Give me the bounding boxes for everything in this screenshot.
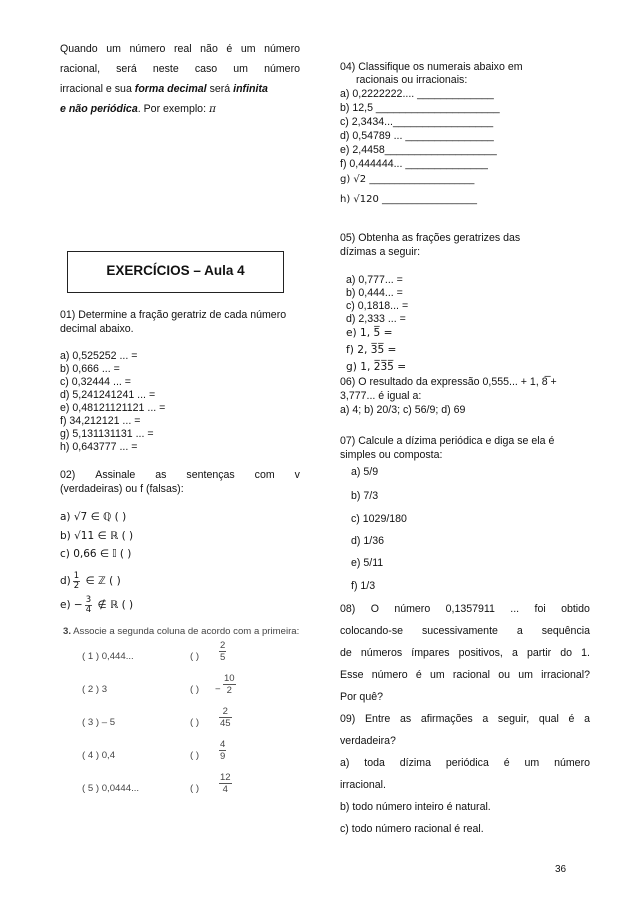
q05-item: g) 1, 2̅3̅5̅ = [346,361,407,373]
q05-item: c) 0,1818... = [346,300,409,312]
q03-title: 3. Associe a segunda coluna de acordo com a primeira: [63,626,300,637]
q03-answer-paren[interactable]: ( ) [190,717,200,728]
q08-line-3: de números ímpares positivos, a partir do 1. [340,647,590,659]
q01-line-2: decimal abaixo. [60,323,134,335]
q03-left-item: ( 4 ) 0,4 [82,750,116,761]
q03-answer-paren[interactable]: ( ) [190,651,200,662]
q08-line-4: Esse número é um racional ou um irracional? [340,669,590,681]
q04-item: d) 0,54789 ... _______________ [340,130,494,142]
q01-item: h) 0,643777 ... = [60,441,138,453]
q01-item: d) 5,241241241 ... = [60,389,156,401]
q07-line-2: simples ou composta: [340,449,443,461]
q04-line-1: 04) Classifique os numerais abaixo em [340,61,523,73]
q01-line-1: 01) Determine a fração geratriz de cada número [60,309,287,321]
q01-item: b) 0,666 ... = [60,363,120,375]
q01-item: f) 34,212121 ... = [60,415,141,427]
q02-item-a: a) √7 ∈ ℚ ( ) [60,511,127,523]
q05-line-2: dízimas a seguir: [340,246,421,258]
q03-left-item: ( 1 ) 0,444... [82,651,134,662]
q06-line-2: 3,777... é igual a: [340,390,422,402]
q04-item: a) 0,2222222.... _____________ [340,88,494,100]
q01-item: a) 0,525252 ... = [60,350,138,362]
q02-item-d: d) $\frac{1}{2}$ ∈ ℤ ( ) [60,571,121,591]
q02-item-e: e) − $\frac{3}{4}$ ∉ ℝ ( ) [60,595,134,615]
q02-item-c: c) 0,66 ∈ 𝕀 ( ) [60,548,132,560]
q03-left-item: ( 2 ) 3 [82,684,108,695]
page-number: 36 [555,864,567,875]
q07-item: a) 5/9 [351,466,379,478]
q06-options: a) 4; b) 20/3; c) 56/9; d) 69 [340,404,466,416]
q02-d-fraction: $\frac{1}{2}$ [73,571,80,591]
intro-line-1: Quando um número real não é um número [60,43,300,55]
q05-item: a) 0,777... = [346,274,403,286]
q02-line-1: 02) Assinale as sentenças com v [60,469,300,481]
q07-line-1: 07) Calcule a dízima periódica e diga se ela é [340,435,555,447]
q02-line-2: (verdadeiras) ou f (falsas): [60,483,184,495]
q09-option-c: c) todo número racional é real. [340,823,484,835]
q08-line-5: Por quê? [340,691,383,703]
q04-item: h) √120 ___________________ [340,194,478,205]
q01-item: c) 0,32444 ... = [60,376,131,388]
q09-line-2: verdadeira? [340,735,396,747]
q03-minus-sign: − [215,684,221,695]
intro-line-3: irracional e sua forma decimal será infinita [60,83,268,95]
q03-fraction: $\frac{2}{45}$ [220,706,231,729]
q09-option-a-cont: irracional. [340,779,386,791]
q02-item-b: b) √11 ∈ ℝ ( ) [60,530,134,542]
q09-option-b: b) todo número inteiro é natural. [340,801,491,813]
q02-e-fraction: $\frac{3}{4}$ [85,595,92,615]
q03-answer-paren[interactable]: ( ) [190,783,200,794]
q05-item: b) 0,444... = [346,287,403,299]
q04-item: c) 2,3434..._________________ [340,116,494,128]
q03-left-item: ( 5 ) 0,0444... [82,783,140,794]
q05-line-1: 05) Obtenha as frações geratrizes das [340,232,521,244]
q07-item: e) 5/11 [351,557,384,569]
intro-line-4: e não periódica. Por exemplo: π [60,103,216,115]
q04-item: e) 2,4458___________________ [340,144,497,156]
q05-item: f) 2, 3̅5̅ = [346,344,397,356]
q07-item: c) 1029/180 [351,513,407,525]
q03-fraction: $\frac{2}{5}$ [220,640,226,663]
q01-item: e) 0,48121121121 ... = [60,402,166,414]
q03-fraction: $\frac{10}{2}$ [224,673,235,696]
q05-item: d) 2,333 ... = [346,313,406,325]
q04-item: b) 12,5 _____________________ [340,102,500,114]
q07-item: d) 1/36 [351,535,384,547]
q01-item: g) 5,131131131 ... = [60,428,154,440]
q07-item: f) 1/3 [351,580,376,592]
q09-line-1: 09) Entre as afirmações a seguir, qual é a [340,713,590,725]
q09-option-a: a) toda dízima periódica é um número [340,757,590,769]
exercises-title-box [67,251,284,293]
q04-item: f) 0,444444... ______________ [340,158,488,170]
q08-line-2: colocando-se sucessivamente a sequência [340,625,590,637]
q03-answer-paren[interactable]: ( ) [190,750,200,761]
q06-line-1: 06) O resultado da expressão 0,555... + 1, 8̅ + [340,376,557,388]
q05-item: e) 1, 5̅ = [346,327,393,339]
q03-fraction: $\frac{4}{9}$ [220,739,226,762]
q07-item: b) 7/3 [351,490,379,502]
q08-line-1: 08) O número 0,1357911 ... foi obtido [340,603,590,615]
intro-line-2: racional, será neste caso um número [60,63,300,75]
q04-line-2: racionais ou irracionais: [356,74,468,86]
q04-item: g) √2 _____________________ [340,174,475,185]
q03-fraction: $\frac{12}{4}$ [220,772,231,795]
exercises-title: EXERCÍCIOS – Aula 4 [106,263,245,278]
q03-left-item: ( 3 ) – 5 [82,717,116,728]
q03-answer-paren[interactable]: ( ) [190,684,200,695]
